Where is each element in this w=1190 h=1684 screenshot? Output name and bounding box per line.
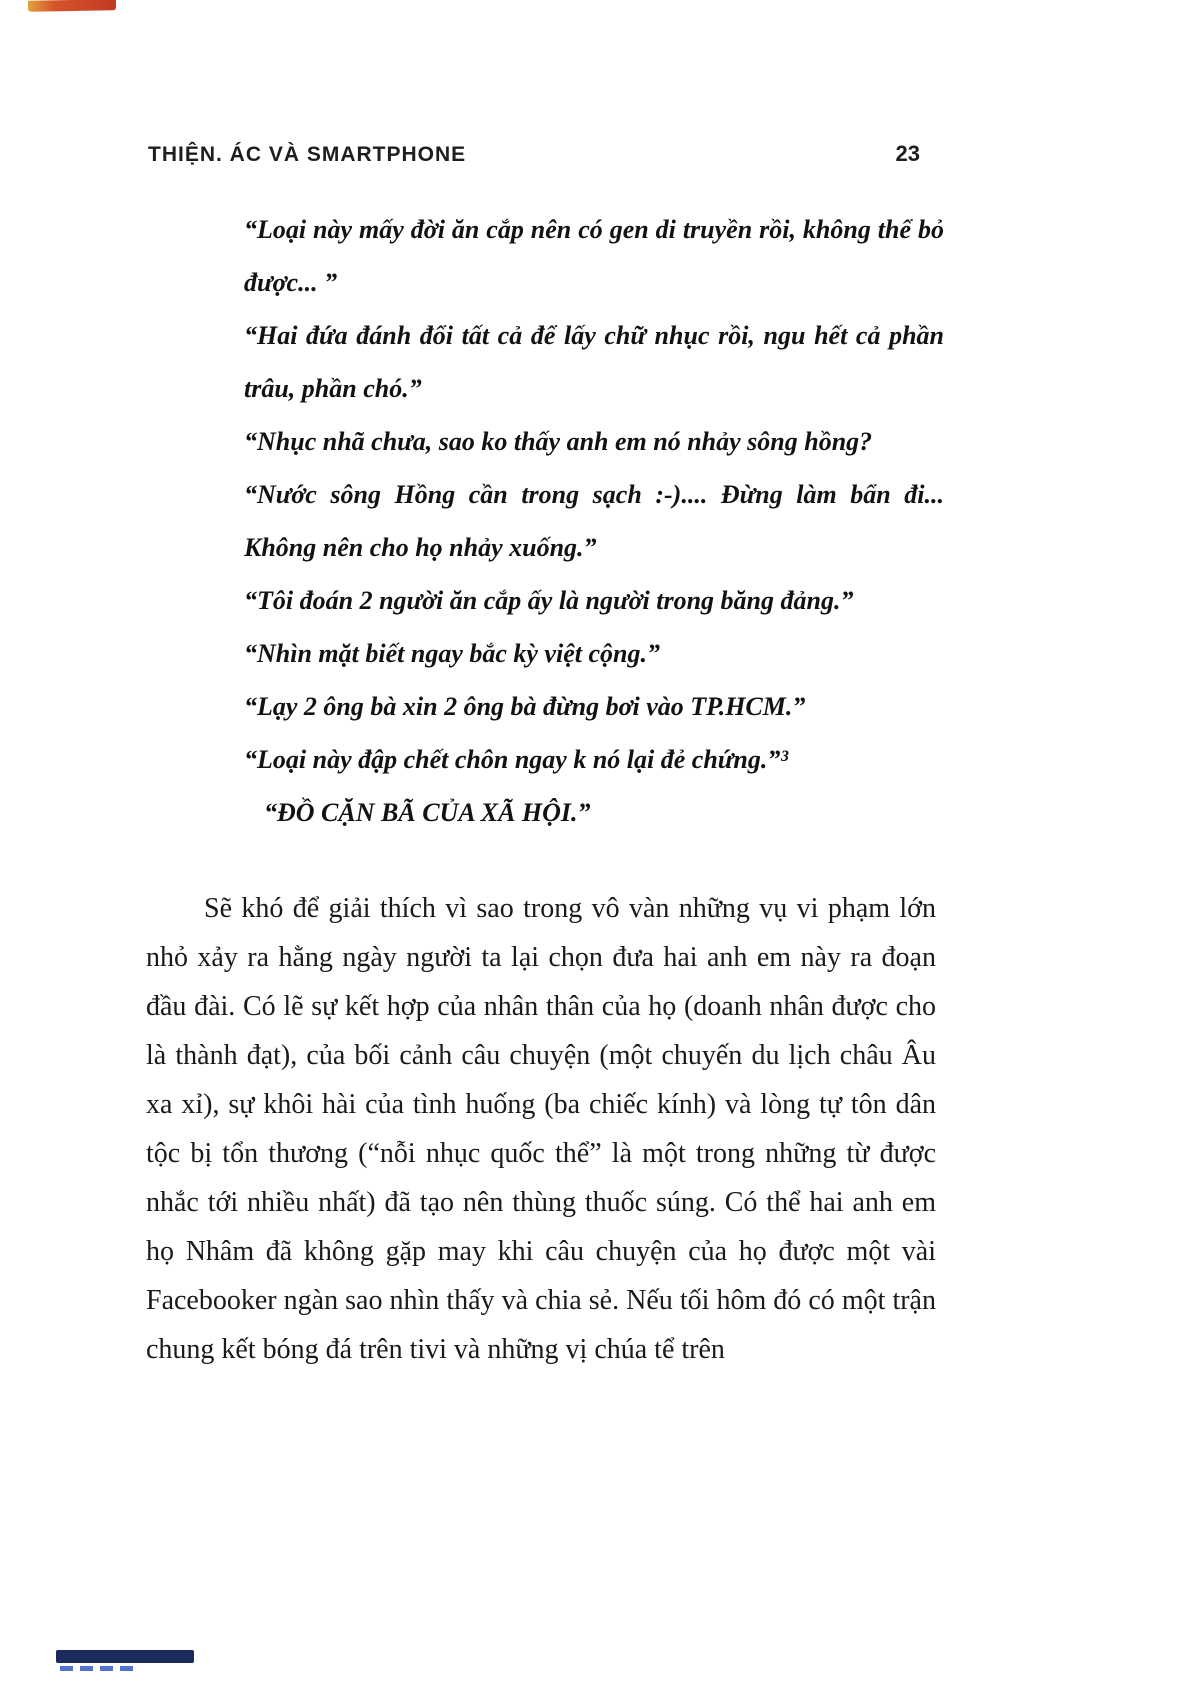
scan-artifact-dash: [120, 1666, 133, 1671]
scan-artifact-dash: [100, 1666, 113, 1671]
quotes-block: [244, 203, 944, 839]
scan-artifact-dash: [80, 1666, 93, 1671]
quote-1: “Loại này mấy đời ăn cắp nên có gen di truyền rồi, không thể bỏ được... ”: [244, 215, 944, 297]
quote-7: “Lạy 2 ông bà xin 2 ông bà đừng bơi vào TP.HCM.”: [244, 692, 806, 721]
scan-artifact-navy-bar: [56, 1650, 194, 1663]
scan-artifact-dash: [60, 1666, 73, 1671]
quote-4: “Nước sông Hồng cần trong sạch :-).... Đừng làm bẩn đi... Không nên cho họ nhảy xuống.”: [244, 480, 944, 562]
scan-artifact-top: [28, 0, 116, 12]
body-paragraph: Sẽ khó để giải thích vì sao trong vô vàn những vụ vi phạm lớn nhỏ xảy ra hằng ngày người ta lại chọn đưa hai anh em này ra đoạn đầu đài. Có lẽ sự kết hợp của nhân thân của họ (doanh nhân được cho là thành đạt), của bối cảnh câu chuyện (một chuyến du lịch châu Âu xa xỉ), sự khôi hài của tình huống (ba chiếc kính) và lòng tự tôn dân tộc bị tổn thương (“nỗi nhục quốc thể” là một trong những từ được nhắc tới nhiều nhất) đã tạo nên thùng thuốc súng. Có thể hai anh em họ Nhâm đã không gặp may khi câu chuyện của họ được một vài Facebooker ngàn sao nhìn thấy và chia sẻ. Nếu tối hôm đó có một trận chung kết bóng đá trên tivi và những vị chúa tể trên: [146, 893, 936, 1365]
quote-9-caps: “ĐỒ CẶN BÃ CỦA XÃ HỘI.”: [264, 798, 591, 827]
page-header: [148, 141, 920, 167]
quote-3: “Nhục nhã chưa, sao ko thấy anh em nó nhảy sông hồng?: [244, 427, 873, 456]
scan-artifact-bottom: [56, 1650, 206, 1671]
quote-5: “Tôi đoán 2 người ăn cắp ấy là người trong băng đảng.”: [244, 586, 854, 615]
quote-6: “Nhìn mặt biết ngay bắc kỳ việt cộng.”: [244, 639, 660, 668]
quote-8-with-footnote: “Loại này đập chết chôn ngay k nó lại đẻ chứng.”³: [244, 745, 789, 774]
scan-artifact-blue-dashes: [60, 1666, 206, 1671]
quote-2: “Hai đứa đánh đổi tất cả để lấy chữ nhục rồi, ngu hết cả phần trâu, phần chó.”: [244, 321, 944, 403]
running-title: THIỆN. ÁC VÀ SMARTPHONE: [148, 143, 467, 166]
body-text-block: [146, 884, 936, 1374]
page-number: 23: [895, 141, 920, 166]
